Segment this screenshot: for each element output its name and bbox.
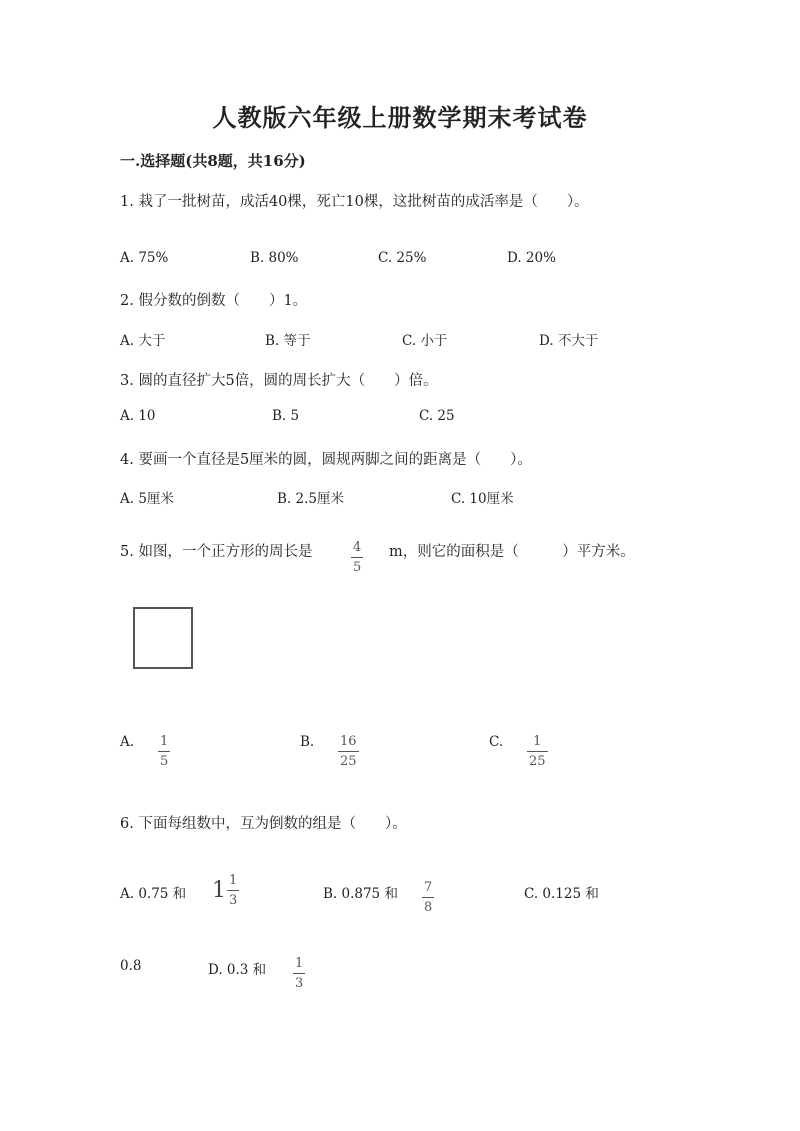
question-6-stem: 6. 下面每组数中，互为倒数的组是（ ）。 — [120, 816, 407, 832]
section-heading: 一.选择题(共8题，共16分) — [120, 152, 306, 170]
q2-option-d: D. 不大于 — [539, 333, 599, 349]
q1-option-c: C. 25% — [378, 250, 427, 266]
q6-option-d-numerator: 1 — [295, 956, 304, 971]
q5-stem-fraction — [351, 536, 363, 574]
question-2-stem: 2. 假分数的倒数（ ）1。 — [120, 293, 308, 309]
q5-option-b-label: B. — [300, 734, 315, 750]
q6-option-b-denominator: 8 — [422, 897, 434, 914]
q5-option-b-numerator: 16 — [340, 734, 357, 749]
q5-option-b-denominator: 25 — [338, 751, 359, 768]
square-figure — [133, 607, 193, 669]
q1-option-d: D. 20% — [507, 250, 556, 266]
q4-option-b: B. 2.5厘米 — [277, 491, 344, 507]
question-1-stem: 1. 栽了一批树苗，成活40棵，死亡10棵，这批树苗的成活率是（ ）。 — [120, 194, 589, 210]
q5-option-a-numerator: 1 — [160, 734, 169, 749]
q4-option-c: C. 10厘米 — [451, 491, 514, 507]
q6-option-b-label: B. 0.875 和 — [323, 886, 398, 902]
q6-option-a-label: A. 0.75 和 — [120, 886, 187, 902]
q2-option-b: B. 等于 — [265, 333, 311, 349]
q5-option-a-fraction — [158, 730, 170, 768]
q1-option-a: A. 75% — [120, 250, 169, 266]
q2-option-c: C. 小于 — [402, 333, 448, 349]
q5-option-a-denominator: 5 — [158, 751, 170, 768]
question-5-stem-after: m，则它的面积是（ ）平方米。 — [389, 544, 635, 560]
q5-stem-denominator: 5 — [351, 557, 363, 574]
q4-option-a: A. 5厘米 — [120, 491, 174, 507]
q3-option-c: C. 25 — [419, 408, 455, 424]
q6-option-a-numerator: 1 — [229, 873, 238, 888]
q3-option-b: B. 5 — [272, 408, 300, 424]
q5-stem-numerator: 4 — [353, 540, 362, 555]
q6-option-b-numerator: 7 — [424, 880, 433, 895]
q6-option-c-continued: 0.8 — [120, 958, 142, 974]
q6-option-d-denominator: 3 — [293, 973, 305, 990]
q6-option-d-label: D. 0.3 和 — [208, 962, 267, 978]
q6-option-c-label: C. 0.125 和 — [524, 886, 599, 902]
q5-option-c-label: C. — [489, 734, 504, 750]
q1-option-b: B. 80% — [250, 250, 299, 266]
q6-option-b-fraction — [422, 876, 434, 914]
q6-option-d-fraction — [293, 952, 305, 990]
q6-option-a-whole: 1 — [212, 878, 226, 903]
q5-option-a-label: A. — [120, 734, 135, 750]
question-5-stem-before: 5. 如图，一个正方形的周长是 — [120, 544, 313, 560]
question-3-stem: 3. 圆的直径扩大5倍，圆的周长扩大（ ）倍。 — [120, 373, 438, 389]
page-title: 人教版六年级上册数学期末考试卷 — [212, 103, 588, 132]
q5-option-c-denominator: 25 — [527, 751, 548, 768]
q5-option-c-numerator: 1 — [533, 734, 542, 749]
q3-option-a: A. 10 — [120, 408, 156, 424]
q5-option-b-fraction — [338, 730, 359, 768]
q2-option-a: A. 大于 — [120, 333, 166, 349]
q6-option-a-mixed-number — [212, 874, 239, 907]
question-4-stem: 4. 要画一个直径是5厘米的圆，圆规两脚之间的距离是（ ）。 — [120, 452, 532, 468]
q6-option-a-denominator: 3 — [227, 890, 239, 907]
q5-option-c-fraction — [527, 730, 548, 768]
